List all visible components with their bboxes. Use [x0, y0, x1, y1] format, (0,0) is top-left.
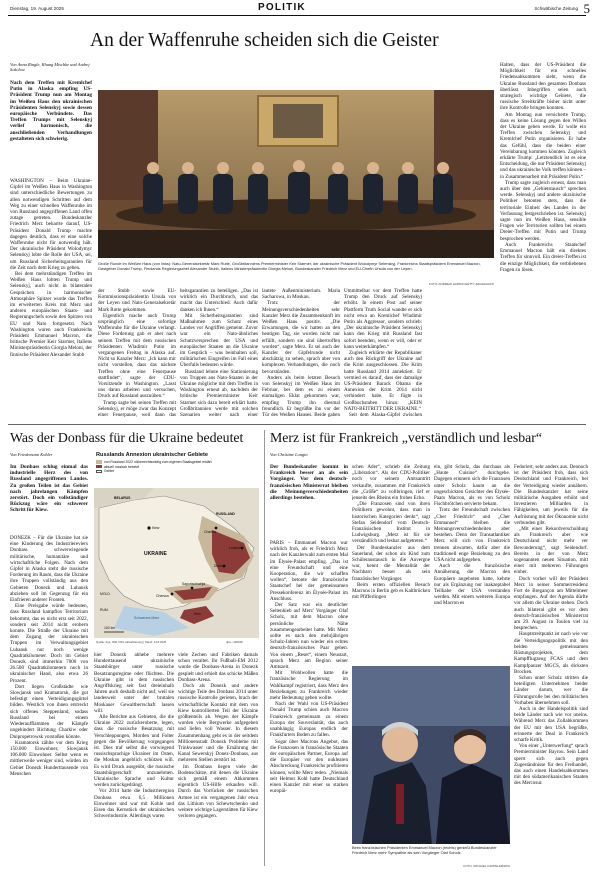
lead-article-col2: der Stubb sowie EU-Kommissionspräsidentin Ursula von der Leyen und Nato-Generalsekretär Mark Rutte gekommen. Eigentlich mache auch Trump ursprünglich eine sofortige Waffenruhe für die Ukraine verlangt. Diese Forderung gab er aber nach seinem Treffen mit dem russischen Präsidenten Wladimir Putin im vergangenen Freitag in Alaska auf. Nicht so Kanzler Merz: „Ich kann mir nicht vorstellen, dass das nächste Treffen ohne eine Feuerpause stattfindet“, sagte der CDU-Vorsitzende in Washington. „Lasst uns daran arbeiten und versuchen, Druck auf Russland auszuüben.“ Trump sagte bei seinen Treffen mit Selenskyj, er möge zwar das Konzept einer Feuerpause, weil dann das: [98, 288, 176, 418]
summit-photo-caption: Große Runde im Weißen Haus (von links): Nato-Generalsekretär Mark Rutte, Großbritanniens Premierminister Keir Starmer, der ukrainische Präsident Wolodymyr Selenskyj, Frankreichs Staatspräsident Emmanuel Macron, Gastgeber Donald Trump, Finnlands Regierungschef Alexander Stubb, Italiens Ministerpräsidentin Giorgia Meloni, Bundeskanzler Friedrich Merz und EU-Chefin Ursula von der Leyen.: [98, 262, 481, 271]
newspaper-name: Schwäbische Zeitung: [534, 6, 578, 11]
map-legend: [96, 460, 259, 474]
lead-article-col4: lautete Außenministerium. Maria Sacharowa, in Moskau. Trotz der Meinungsverschiedenheiten sehr Kanzler Merz die Zusammenkunft im Weißen Haus positiv. „Die Erwartungen, die wir hatten an den heutigen Tag, sie wurden nicht nur erfüllt, sondern sie sind übertroffen worden“, sagte Merz. Er sei auch der Kanzler der Gipfelrunde nicht abschätzig zu sehen, sprach aber von komplexen Verhandlungen, die noch bevorstünden. Anders als beim letzten Besuch von Selenskyj im Weißen Haus im Februar, bei dem es zu einem einmaligen Eklat gekommen war, empfing Trump ihn diesmal freundlich. Er begrüßte ihn vor der Tür des Weißen Hauses. Beide gaben: [262, 288, 340, 418]
legend-item-annexed: von Russland 2022 völkerrechtswidrig zum eigenen Staatsgebiet erklärt: [96, 460, 259, 465]
map-label-cherson: Cherson: [156, 594, 169, 598]
issue-date: Dienstag, 19. August 2025: [10, 6, 64, 11]
map-label-saporischschja: Saporischschja: [182, 582, 205, 586]
lead-byline: Von Anna Ringle, Khang Mischke und Andrej Sokolow: [10, 62, 90, 72]
lead-teaser: Nach dem Treffen mit Kremlchef Putin in Alaska empfing US-Präsident Trump nun am Montag im Weißen Haus den ukrainischen Präsidenten Selenskyj sowie dessen europäische Verbündete. Das Treffen Trumps mit Selenskyj verlief harmonisch, die anschließenden Verhandlungen gestalteten sich schwierig.: [10, 80, 92, 142]
map-label-charkiw: Charkiw: [204, 530, 217, 534]
section-title: POLITIK: [258, 2, 306, 13]
map-label-rum: RUM.: [100, 608, 109, 612]
map-label-russland: RUSSLAND: [216, 512, 235, 516]
map-graphic: [94, 488, 259, 638]
summit-photo: [98, 90, 494, 258]
donbass-col3: viele Zechen und Fabriken damals schon veraltet. Ihr Fußball-EM 2012 wurde die Donbass-Arena in Donezk gespielt und erhielt das schicke Mäßen Donbass-Arena. Doch als Donezk und andere wichtige Teile des Donbass 2014 unter russische Kontrolle gerieten, brach der wirtschaftliche Kontakt mit dem von Kiew kontrollierten Teil der Ukraine größtenteils ab. Wegen der Kämpfe wurden viele Bergwerke aufgegeben und liefen voll Wasser. In diesem Zusammenhang geht es in der seitdem Millionenstadt Donezk Probleme mit Trinkwasser und die Ernährung der Kanal Sewerskyj Donez-Donbass, aus mehreren Stellen zerstört ist. Im Donbass liegen viele der Bodenschätze, mit denen die Ukraine sich gemäß einem Abkommen eigentlich US-Hilfe erkaufen will. Durch das Vorrücken der russischen Armee ist ein vergangenen Jahr etwa das Lithium von Schewtschenko und weitere wichtige Lagerstätten für Kiew verloren gegangen.: [178, 652, 258, 820]
page-number: 5: [583, 1, 590, 16]
merz-teaser: Der Bundeskanzler kommt in Frankreich besser an als sein Vorgänger. Vor dem deutsch-französischen Ministerrat bleiben die Meinungsverschiedenheiten allerdings bestehen.: [270, 464, 348, 502]
map-label-sea: Schwarzes Meer: [134, 616, 160, 620]
donbass-teaser: Im Donbass schlug einmal das industrielle Herz des von Russland angegriffenen Landes. Zu großen Teilen ist das Gebiet nach jahrelangen Kämpfen zerstört. Doch ein vollständiger Rückzug wäre ein schwerer Schritt für Kiew.: [10, 464, 88, 514]
summit-photo-image: [98, 90, 494, 258]
map-label-belarus: BELARUS: [114, 496, 131, 500]
donbass-headline: Was der Donbass für die Ukraine bedeutet: [10, 430, 244, 445]
merz-col4: Fedoriert, sehr anders aus. Dennoch ist der Präsident froh, dass sich Deutschland und Frankreich, bei der Verteidigung wieder annähern. Die Bundeskanzler hat seine militärische Ausgaben erhöht und Investieren Milliarden in Fähigkeiten, um jeweils für die Aufrüstung mit der Ökonomie nicht verbunden gibt. „Mit einer Rekordverschuldung als Frankreich aber wie Deutschland nicht mehr ver Bewunderung“, sagt Seidendorf. Bereits in der von Merz sogenannten neuen Situation, mitt einer mit mehreren Führungen einher. Doch vorher will der Präsident Merz in seiner Sommerresidenz Fort de Bregançon am Mittelmeer empfangen. Auf der Agenda dürfte vor allem die Ukraine stehen. Doch auch bilateral gibt es vor dem deutsch-französischen Ministerrat am 29. August in Toulon viel zu besprechen. Hauptstreitpunkt ist nach wie vor die Verteidigungspolitik mit den beiden gemeinsamen Rüstungsprojekten, dem Kampfflugzeug FCAS und dem Kampfpanzer MGCS, als dicksten Brocken. Schon unter Scholz stritten die beteiligten Unternehmen beider Länder darum, wer die Führungsrolle bei den militärischen Vorhaben übernehmen soll. Auch in der Handelspolitik sind beide Länder nach wie vor uneins. Während Merz das Zollabkommen der EU mit den USA begrüßte, erinnerte der Deal in Frankreich scharfe Kritik. Von einer „Unterwerfung“ sprach Premierminister Bayrou. Sein Land sperrt sich auch gegen Zugeständnisse für den Freihandel, das auch einen Handelsabkommen mit den südamerikanischen Staaten des Mercosur.: [514, 464, 588, 787]
merz-col3: ein, gibt Scholz, das durchaus als „Haute Cuisine“ durchgehe. Dagegen erinnern sich die Franzosen unter Scholz kaum an die ungeschickten Gesichter des Élysée-Paars Macron, als es von Scholz Fischbrötchen servierte bekam. Trotz der Freundschaft zwischen „Cher Friedrich“ und „Cher Emmanuel“ bleiben die Meinungsverschiedenheiten aber bestehen. Denn der Transatlantiker Merz will sich von Frankreich trennen abwarten, dafür aber die traditionell enge Beziehung zu den USA nicht aufgegeben. Auch die französische Annäherung, die Macron den Europäern angeboten hatte, kehrte nur als Ergänzung nur inakzeptabel Teilhabe der USA verstanden werden. Mit einem weiteren Europa und Macron es: [434, 464, 510, 607]
column-divider: [264, 430, 265, 866]
section-divider: [8, 424, 586, 425]
map-graphic-credit: dpa • 109198: [226, 640, 243, 644]
annexation-map: [94, 452, 259, 646]
merz-photo-caption: Beim französischen Präsidenten Emmanuel Macron (rechts) genießt Bundeskanzler Friedrich Merz mehr Sympathie als sein Vorgänger Olaf Scholz.: [352, 846, 497, 855]
donbass-byline: Von Friedemann Kohler: [10, 452, 53, 457]
lead-headline: An der Waffenruhe scheiden sich die Geister: [90, 30, 439, 51]
map-label-luhansk: Luhansk: [229, 546, 242, 550]
map-label-ukraine: UKRAINE: [144, 551, 167, 557]
legend-item-region: Gebiet: [96, 469, 259, 474]
header-rule: [8, 15, 586, 16]
merz-macron-photo-image: [352, 666, 510, 844]
lead-article-col3: heitsgarantien zu beteiligen. „Das ist wirklich ein Durchbruch, und das macht das Unterschied. Auch dafür danken ich Ihnen.“ Mit Sicherheitsgarantien sind Maßnahmen zum Schutz eines Landes vor Angriffen gemeint. Zuvor war ein Nato-ähnliches Schutzversprechen der USA und europäischer Staaten an die Ukraine im Gespräch – was beinhalten soll, militärischen Eingreifen im Fall eines Überfalls bedeuten würde. Russland lehnte eine Stationierung von Truppen aus Nato-Staaten in der Ukraine mögliche mit dem Treffen in Washington erneut ab, nachdem der britische Premierminister Keir Starmer sich dazu bereit erklärt hatte. Großbritannien werde mit solchen Szenarien weiter nach einer: [180, 288, 258, 418]
map-label-moldau: MOLD.: [100, 592, 111, 596]
lead-article-col5: Ummittelbar vor dem Treffen hatte Trump den Druck auf Selenskyj erhöht. In einem Post auf seiner Plattform Truth Social wandte er sich nicht etwa an Kremlchef Wladimir Putin als Aggressor, sondern schrieb: „Der ukrainische Präsident Selenskyj kann den Krieg mit Russland fast sofort beenden, wenn er will, oder er kann weiterkämpfen.“ Zugleich erklärte der Republikaner auch den Rückgriff der Ukraine auf die Krim ausgeschlossen. Die Krim hatte Russland 2014 annektiert. Er vermied es darauf, dass der damalige US-Präsident Barack Obama die Annexion der Krim 2014 nicht verhindert habe. Er fügte in Großbuchstaben hinzu: „KEIN NATO-BEITRITT DER UKRAINE.“ Seit dem Alaska-Gipfel zwischen: [344, 288, 422, 418]
map-label-donezk: Donezk: [214, 564, 226, 568]
map-scale: 100 km: [104, 626, 116, 630]
lead-article-col1: WASHINGTON – Beim Ukraine-Gipfel im Weißen Haus in Washington sind unterschiedliche Bewertungen zu allen notwendigen Schritten auf dem Weg zu einer schnellen Waffenruhe im von Russland angegriffenen Land offen zutage getreten. Bundeskanzler Friedrich Merz beharrte darauf, US-Präsident Donald Trump machte dagegen deutlich, dass er eine solche Waffenruhe nicht für notwendig hält. Der ukrainische Präsident Wolodymyr Selenskyj lobte die Rolle der USA, sei, um Russland Sicherheitsgarantien für die Zeit nach dem Krieg zu geben. Bei dem mehrstündigen Treffen im Weißen Haus lobten Trump und Selenskyj, auch nicht in bilateralen Gesprächen in harmonischer Atmosphäre Spitzer wurde das Treffen im erweiterten Kreis mit Merz und anderen europäischen Staats- und Regierungschefs sowie den Spitzen von EU und Nato fortgesetzt. Nach Washington waren auch Frankreichs Präsident Emmanuel Macron, die britische Premier Keir Starmer, Italiens Ministerpräsidentin Giorgia Meloni, der finnische Präsident Alexander Stubb: [10, 178, 92, 358]
merz-headline: Merz ist für Frankreich „verständlich und lesbar“: [270, 430, 543, 445]
merz-photo-credit: FOTO: MICHAEL KAPPELER/DPA: [463, 864, 510, 868]
legend-item-occupied: aktuell russisch besetzt: [96, 465, 259, 470]
summit-photo-credit: FOTO: ANDREW HARNIK/GETTY IMAGES/AFP: [428, 282, 494, 286]
merz-byline: Von Christine Longin: [270, 452, 308, 457]
map-title: Russlands Annexion ukrainischer Gebiete: [96, 452, 209, 458]
donbass-col1: DONEZK – Für die Ukraine hat sie eine Kinderung des Industriereviers Donbass schwerwiegende militärische, humanitäre und wirtschaftliche Folgen. Nach dem Gipfel in Alaska steht die russische Forderung im Raum, dass die Ukraine ihre Truppen vollständig aus den Gebieten Donezk und Luhansk abziehen soll im Gegenzug für ein Einfrieren anderer Fronten. Eine Preisgabe würde bedeuten, dass Russland kampflos Territorium bekommt, das es nicht erst seit 2022, sondern seit 2014 nicht erobern konnte. Die Straße der Ukraine mit dem Zugang der ukrainischen Truppen im Verwaltungsgebiet Luhansk nur noch wenige Quadratkilometer. Doch im Gebiet Donezk sind immerhin 7000 von 26.500 Quadratkilometern noch in ukrainischer Hand, also etwa 26 Prozent. Dort liegen Großstädte wie Slowjansk und Kramatorsk, die gut befestigt einen Verteidigungsgürtel bilden. Westlich von ihnen erstreckt sich offenes Steppenland, sodass Russland bei einem Wiederaufflammen der Kämpfe ungehindert Richtung Charkiw oder Dnipropetrowsk vorstoßen könnte. Kramatorsk zählte vor dem Krieg 150.000 Einwohner, Slowjansk 106.000 Einwohner. Selbst wenn es mittlerweile weniger sind, würden im Gebiet Donezk Hunderttausende von Menschen: [10, 535, 88, 777]
merz-col1: PARIS – Emmanuel Macron war wirklich froh, als er Friedrich Merz nach der Kanzlerwahl zum ersten Mal im Élysée-Palast empfing. „Das ist eine Freundschaft und eine Kooperation, die wir schaffen wollen“, betonte der französische Staatschef bei der gemeinsamen Pressekonferenz im Élysée-Palast im Anschluss. Der Satz war ein deutlicher Seitenhieb auf Merz' Vorgänger Olaf Scholz, mit dem Macron ohne persönliche Nähe zusammengearbeitet hatte. Mit Merz sollte es nach den mehrjährigen Schulz-Jahren nun wieder ein echtes deutsch-französisches Paar geben. Von einem „Reset“, einem Neustart, sprach Merz am Beginn seiner Amtszeit. Mit Wohlwollen hatte die französische Regierung im Wahlkampf registriert, dass Merz den Beziehungen zu Frankreich wieder mehr Bedeutung geben wollte. Nach der Wahl von US-Präsident Donald Trump schien auch Macron Frankreich gemeinsam zu einem Europa der Souveränität, das auch unabhängig Europas endlich der Frankfurters Boden zu fallen. Sogar über Macrons Angebot, das die Franzosen in französische Staaten der europäischen Partner, Europa auf die Europäer vor den nuklearen Abschreckung Frankreichs profitieren können, wollte Merz reden. „Niemals seit Helmut Kohl hatte Deutschland einen Kanzler mit einer so starken europäi-: [270, 540, 348, 795]
lead-article-col6: Halten, dass der US-Präsident die Möglichkeit für ein schnelles Friedensabkommen sieht, wenn die Ukraine Russland den gesamten Donbass überlässt. Inbegriffen seien auch strategisch wichtige Gebiete, die russische Streitkräfte bisher nicht unter ihre Kontrolle bringen konnten. Am Montag nun versicherte Trump, dass es keine Lösung gegen den Willen der Ukraine geben werde. Er wolle ein Treffen zwischen Selenskyj und Kremlchef Putin organisieren. Er habe das Gefühl, dass die beiden einer Vereinbarung kommen könnten. Zugleich erklärte Trump: „Letztendlich ist es eine Entscheidung, die nur Präsident Selenskyj und das ukrainische Volk treffen können – in Zusammenarbeit mit Präsident Putin.“ Trump sagte zugleich erneut, dass man auch über den „Gebietstausch“ sprechen werde. Selenskyj und andere ukrainische Politiker betonten stets, dass die territoriale Einheit des Landes in der Verfassung festgeschrieben ist. Selenskyj sagte nun im Weißen Haus, sensible Fragen wie Territorien sollten bei einem Dreier-Treffen mit Putin und Trump besprochen werden. Auch Frankreichs Staatschef Emmanuel Macron hält ein direktes Treffen für sinnvoll. Ein dreier-Treffen ist die einzige Möglichkeit, die verbliebenen Fragen zu lösen.: [500, 62, 586, 273]
donbass-col2: hier Donezk abhebe mehrere Hunderttausend ukrainische Staatsbürger unter russische Besatzungsregime oder flüchten. Die Ukraine gibt in dem russischen Angriffskrieg seit fast dreieinhalb Jahren auch deshalb nicht auf, weil sie landesweit unter der brutalen Moskauer Gewaltherrschaft lassen will. Alle Berichte aus Gebieten, die die Ukraine 2022 zurückeroberte, legen, dass die russische Besatzung mit Verschleppungen, Morden und Folter gegen die Bevölkerung vorgegangen ist. Dies traf selbst die vorwiegend russischsprachige Ukrainer im Osten, die Moskau angeblich schützen will. Es wird Druck ausgeübt, die russische Staatsbürgerschaft anzunehmen. Ukrainische Sprache und Kultur werden zurückgedrängt. Vor 2014 hatte die Industrieregion Donbass etwa 6,5 Millionen Einwohner und war mit Kohle und Eisen das Kernstück der ukrainischen Schwerindustrie. Allerdings waren: [94, 652, 174, 820]
map-label-krim: Krim: [194, 612, 201, 616]
merz-col2: schen Ader“, schrieb die Zeitung „Libération“. Als der CDU-Politiker noch vor seinem Amtsantritt verkaufte, zusammen mit Frankreich die „Größe“ zu vollbringen, rief er jenseits des Rheins ein frohes Echo. „Die Franzosen sind von ihren Politikern gewohnt, dass man in historischen Kategorien denkt“, sagt Stefan Seidendorf vom Deutsch-Französischen Institut in Ludwigsburg. „Merz ist für sie verständlich und lesbar aufgetreten.“ Der Bundeskanzler aus dem Sauerland, der schon als Kind zum Schüleraustausch in die Auvergne war, kennt die Mentalität der Nachbarn besser als sein französischer Vorgänger. Beim ersten offiziellen Besuch Macrons in Berlin geb es Kaltbrücken mit Pfifferlingen: [352, 464, 430, 601]
merz-macron-photo: [352, 666, 510, 844]
map-source: Quelle: dpa, ISW, DSV-Aktualisierung | Stand: 14.8.2025: [96, 640, 167, 644]
map-label-kiew: Kiew: [152, 526, 160, 530]
